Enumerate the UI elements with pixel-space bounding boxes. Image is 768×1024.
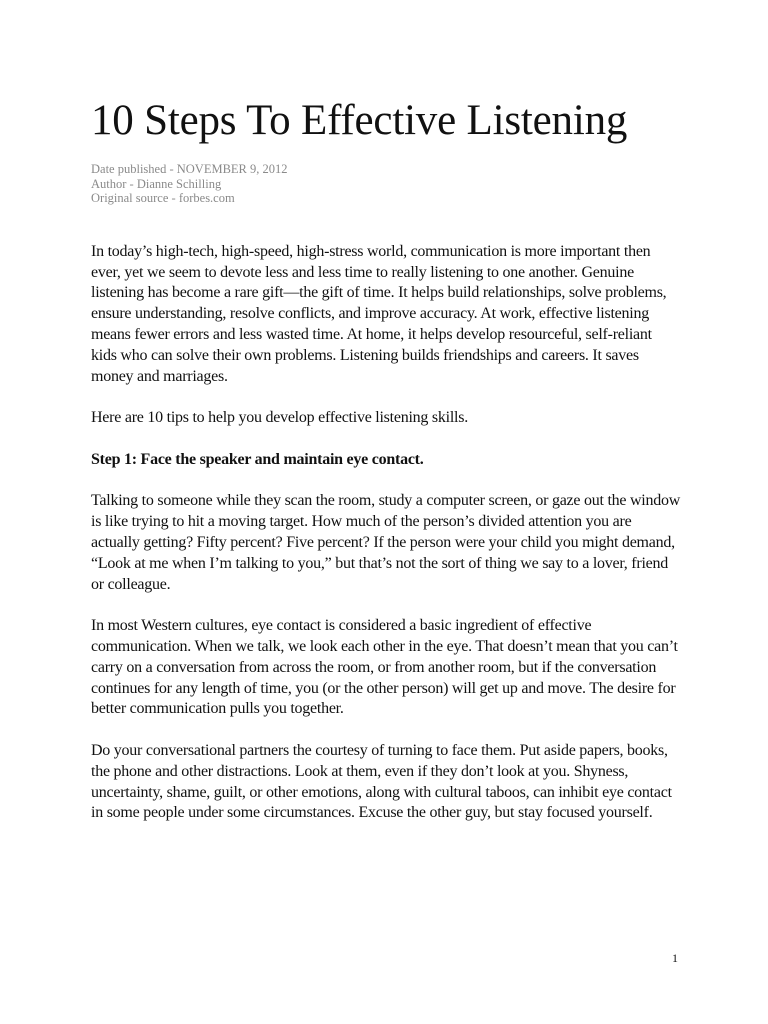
author: Author - Dianne Schilling [91,176,222,191]
date-published: Date published - NOVEMBER 9, 2012 [91,162,288,176]
step-1-heading: Step 1: Face the speaker and maintain eye contact. [91,450,424,468]
step-1-paragraph-3: Do your conversational partners the courtesy of turning to face them. Put aside papers, books, the phone and other distractions. Look at them, even if they don’t look at you. Shyness, uncertainty, shame, guilt, or other emotions, along with cultural taboos, can inhibit eye contact in some people under some circumstances. Excuse the other guy, but stay focused yourself. [91,741,672,822]
original-source: Original source - forbes.com [91,191,235,206]
intro-paragraph: In today’s high-tech, high-speed, high-stress world, communication is more important then ever, yet we seem to devote less and less time to really listening to one another. Genuine listening has become a rare gift—the gift of time. It helps build relationships, solve problems, ensure understanding, resolve conflicts, and improve accuracy. At work, effective listening means fewer errors and less wasted time. At home, it helps develop resourceful, self-reliant kids who can solve their own problems. Listening builds friendships and careers. It saves money and marriages. [91,242,667,385]
tips-intro-paragraph: Here are 10 tips to help you develop effective listening skills. [91,409,468,427]
document-body [91,242,681,824]
step-1-paragraph-2: In most Western cultures, eye contact is considered a basic ingredient of effective communication. When we talk, we look each other in the eye. That doesn’t mean that you can’t carry on a conversation from across the room, or from another room, but if the conversation continues for any length of time, you (or the other person) will get up and move. The desire for better communication pulls you together. [91,617,678,718]
step-1-paragraph-1: Talking to someone while they scan the room, study a computer screen, or gaze out the window is like trying to hit a moving target. How much of the person’s divided attention you are actually getting? Fifty percent? Five percent? If the person were your child you might demand, “Look at me when I’m talking to you,” but that’s not the sort of thing we say to a lover, friend or colleague. [91,492,681,593]
document-metadata [91,162,681,206]
document-title: 10 Steps To Effective Listening [91,97,628,144]
document-page [91,92,681,845]
page-number: 1 [672,951,678,965]
